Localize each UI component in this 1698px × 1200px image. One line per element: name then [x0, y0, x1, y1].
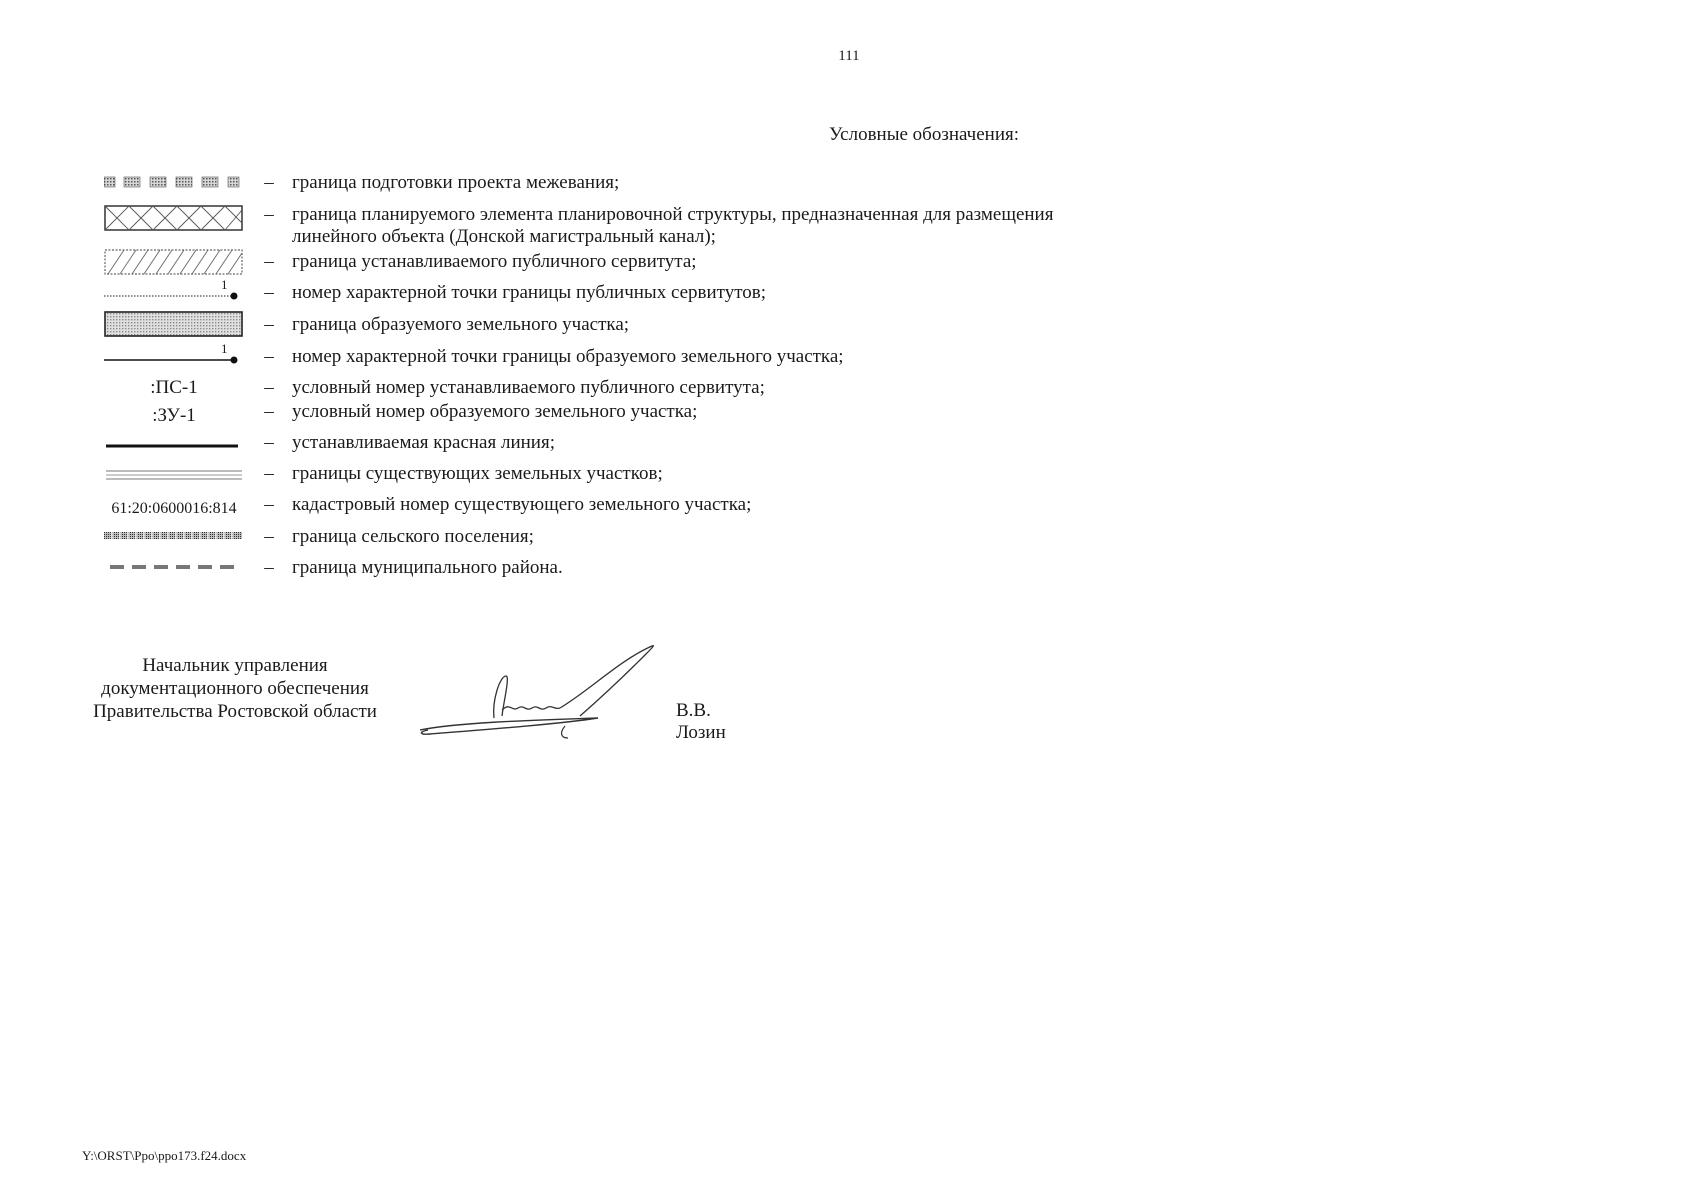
legend-description: граница сельского поселения; — [292, 526, 534, 547]
legend-description: номер характерной точки границы образуемого земельного участка; — [292, 346, 844, 367]
legend-description: условный номер устанавливаемого публичного сервитута; — [292, 377, 765, 398]
signatory-title-line1: Начальник управления — [142, 655, 328, 676]
legend-dash: – — [264, 172, 274, 193]
red-line-symbol — [104, 432, 244, 462]
legend-description: условный номер образуемого земельного участка; — [292, 401, 698, 422]
legend-dash: – — [264, 204, 274, 225]
legend-dash: – — [264, 377, 274, 398]
footer-file-path: Y:\ORST\Ppo\ppo173.f24.docx — [82, 1148, 247, 1163]
municipal-district-boundary-symbol — [104, 557, 244, 587]
signatory-title — [70, 654, 400, 723]
legend-description: устанавливаемая красная линия; — [292, 432, 555, 453]
planning-element-boundary-symbol — [104, 204, 244, 234]
legend-dash: – — [264, 282, 274, 303]
legend-dash: – — [264, 494, 274, 515]
legend-dash: – — [264, 463, 274, 484]
legend-dash: – — [264, 314, 274, 335]
mezhevanie-boundary-symbol — [104, 172, 244, 202]
rural-settlement-boundary-symbol — [104, 526, 244, 556]
land-plot-boundary-symbol — [104, 310, 244, 340]
land-plot-number-symbol: :ЗУ-1 — [152, 405, 196, 426]
legend-description-line2: линейного объекта (Донской магистральный канал); — [292, 226, 716, 247]
legend-description — [292, 204, 1132, 248]
legend-dash: – — [264, 401, 274, 422]
legend-description-line1: граница планируемого элемента планировочной структуры, предназначенная для размещения — [292, 204, 1054, 225]
legend-description: граница подготовки проекта межевания; — [292, 172, 620, 193]
legend-dash: – — [264, 251, 274, 272]
page-number: 111 — [838, 48, 860, 64]
legend-dash: – — [264, 432, 274, 453]
existing-plots-boundary-symbol — [104, 463, 244, 493]
legend-description: границы существующих земельных участков; — [292, 463, 663, 484]
land-plot-point-symbol — [104, 340, 244, 370]
legend-title: Условные обозначения: — [828, 124, 1020, 145]
signatory-title-line3: Правительства Ростовской области — [93, 701, 377, 722]
signatory-title-line2: документационного обеспечения — [101, 678, 369, 699]
legend-description: граница устанавливаемого публичного сервитута; — [292, 251, 697, 272]
legend-dash: – — [264, 526, 274, 547]
legend-dash: – — [264, 557, 274, 578]
handwritten-signature — [420, 640, 660, 755]
land-plot-point-label: 1 — [221, 341, 228, 356]
servitude-number-symbol: :ПС-1 — [150, 377, 198, 398]
legend-description: граница образуемого земельного участка; — [292, 314, 630, 335]
legend-description: кадастровый номер существующего земельного участка; — [292, 494, 752, 515]
signatory-name: В.В. Лозин — [676, 700, 726, 743]
cadastral-number-symbol: 61:20:0600016:814 — [111, 500, 237, 517]
servitude-point-symbol — [104, 276, 244, 306]
servitude-point-label: 1 — [221, 277, 228, 292]
legend-description: номер характерной точки границы публичных сервитутов; — [292, 282, 767, 303]
legend-dash: – — [264, 346, 274, 367]
legend-description: граница муниципального района. — [292, 557, 563, 578]
